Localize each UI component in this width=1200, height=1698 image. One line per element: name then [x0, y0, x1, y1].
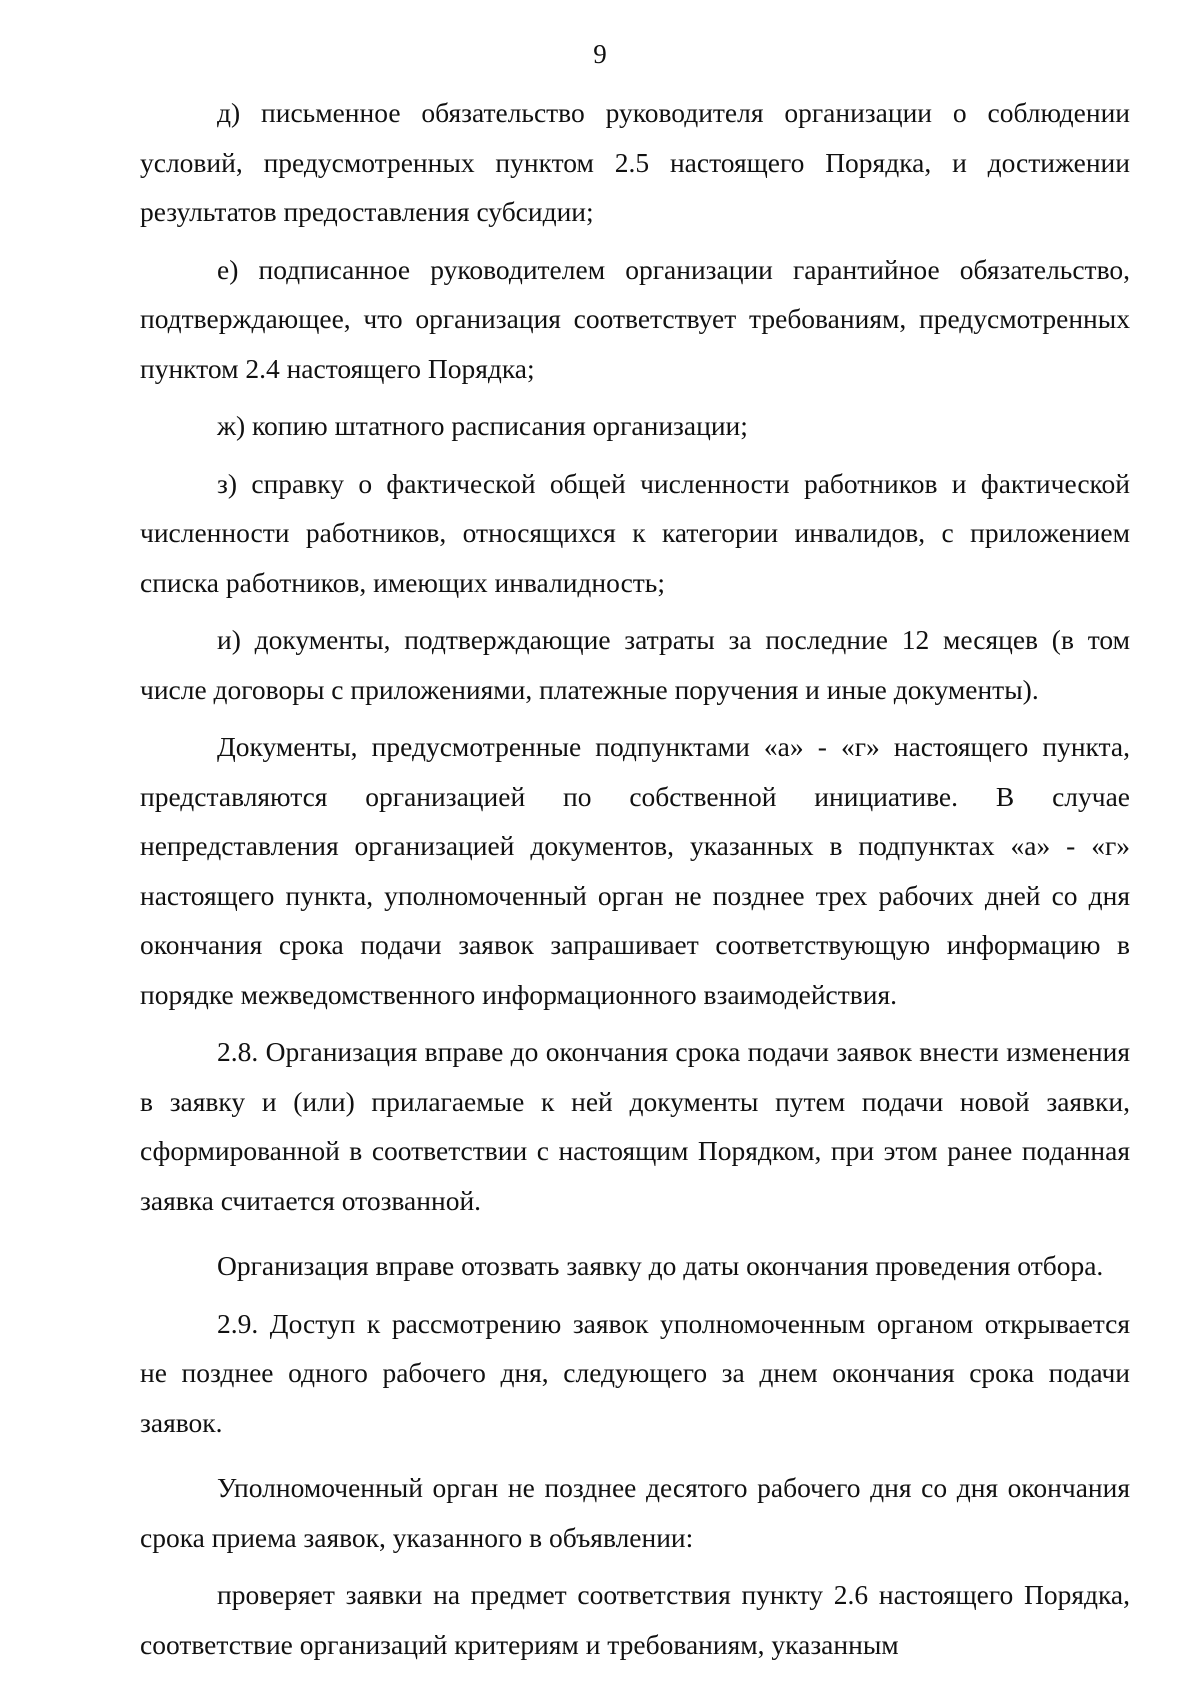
paragraph-z: з) справку о фактической общей численности работников и фактической численности работников, относящихся к категории инвалидов, с приложением списка работников, имеющих инвалидность;: [140, 467, 1130, 598]
paragraph-e: е) подписанное руководителем организации гарантийное обязательство, подтверждающее, что организация соответствует требованиям, предусмотренных пунктом 2.4 настоящего Порядка;: [140, 253, 1130, 384]
document-body: [140, 88, 1130, 1669]
paragraph-2-8: 2.8. Организация вправе до окончания срока подачи заявок внести изменения в заявку и (или) прилагаемые к ней документы путем подачи новой заявки, сформированной в соответствии с настоящим Порядком, при этом ранее поданная заявка считается отозванной.: [140, 1036, 1130, 1216]
paragraph-2-9: 2.9. Доступ к рассмотрению заявок уполномоченным органом открывается не позднее одного рабочего дня, следующего за днем окончания срока подачи заявок.: [140, 1307, 1130, 1438]
paragraph-zh: ж) копию штатного расписания организации;: [217, 410, 748, 441]
paragraph-d: д) письменное обязательство руководителя организации о соблюдении условий, предусмотренных пунктом 2.5 настоящего Порядка, и достижении результатов предоставления субсидии;: [140, 97, 1130, 227]
paragraph-checks: проверяет заявки на предмет соответствия пункту 2.6 настоящего Порядка, соответствие организаций критериям и требованиям, указанным: [140, 1579, 1130, 1660]
paragraph-authorized-body: Уполномоченный орган не позднее десятого рабочего дня со дня окончания срока приема заявок, указанного в объявлении:: [140, 1472, 1130, 1553]
paragraph-documents-note: Документы, предусмотренные подпунктами «а» - «г» настоящего пункта, представляются организацией по собственной инициативе. В случае непредставления организацией документов, указанных в подпунктах «а» - «г» настоящего пункта, уполномоченный орган не позднее трех рабочих дней со дня окончания срока подачи заявок запрашивает соответствующую информацию в порядке межведомственного информационного взаимодействия.: [140, 731, 1130, 1010]
page-number: 9: [593, 39, 607, 69]
paragraph-i: и) документы, подтверждающие затраты за последние 12 месяцев (в том числе договоры с приложениями, платежные поручения и иные документы).: [140, 624, 1130, 705]
paragraph-withdraw: Организация вправе отозвать заявку до даты окончания проведения отбора.: [217, 1250, 1104, 1281]
